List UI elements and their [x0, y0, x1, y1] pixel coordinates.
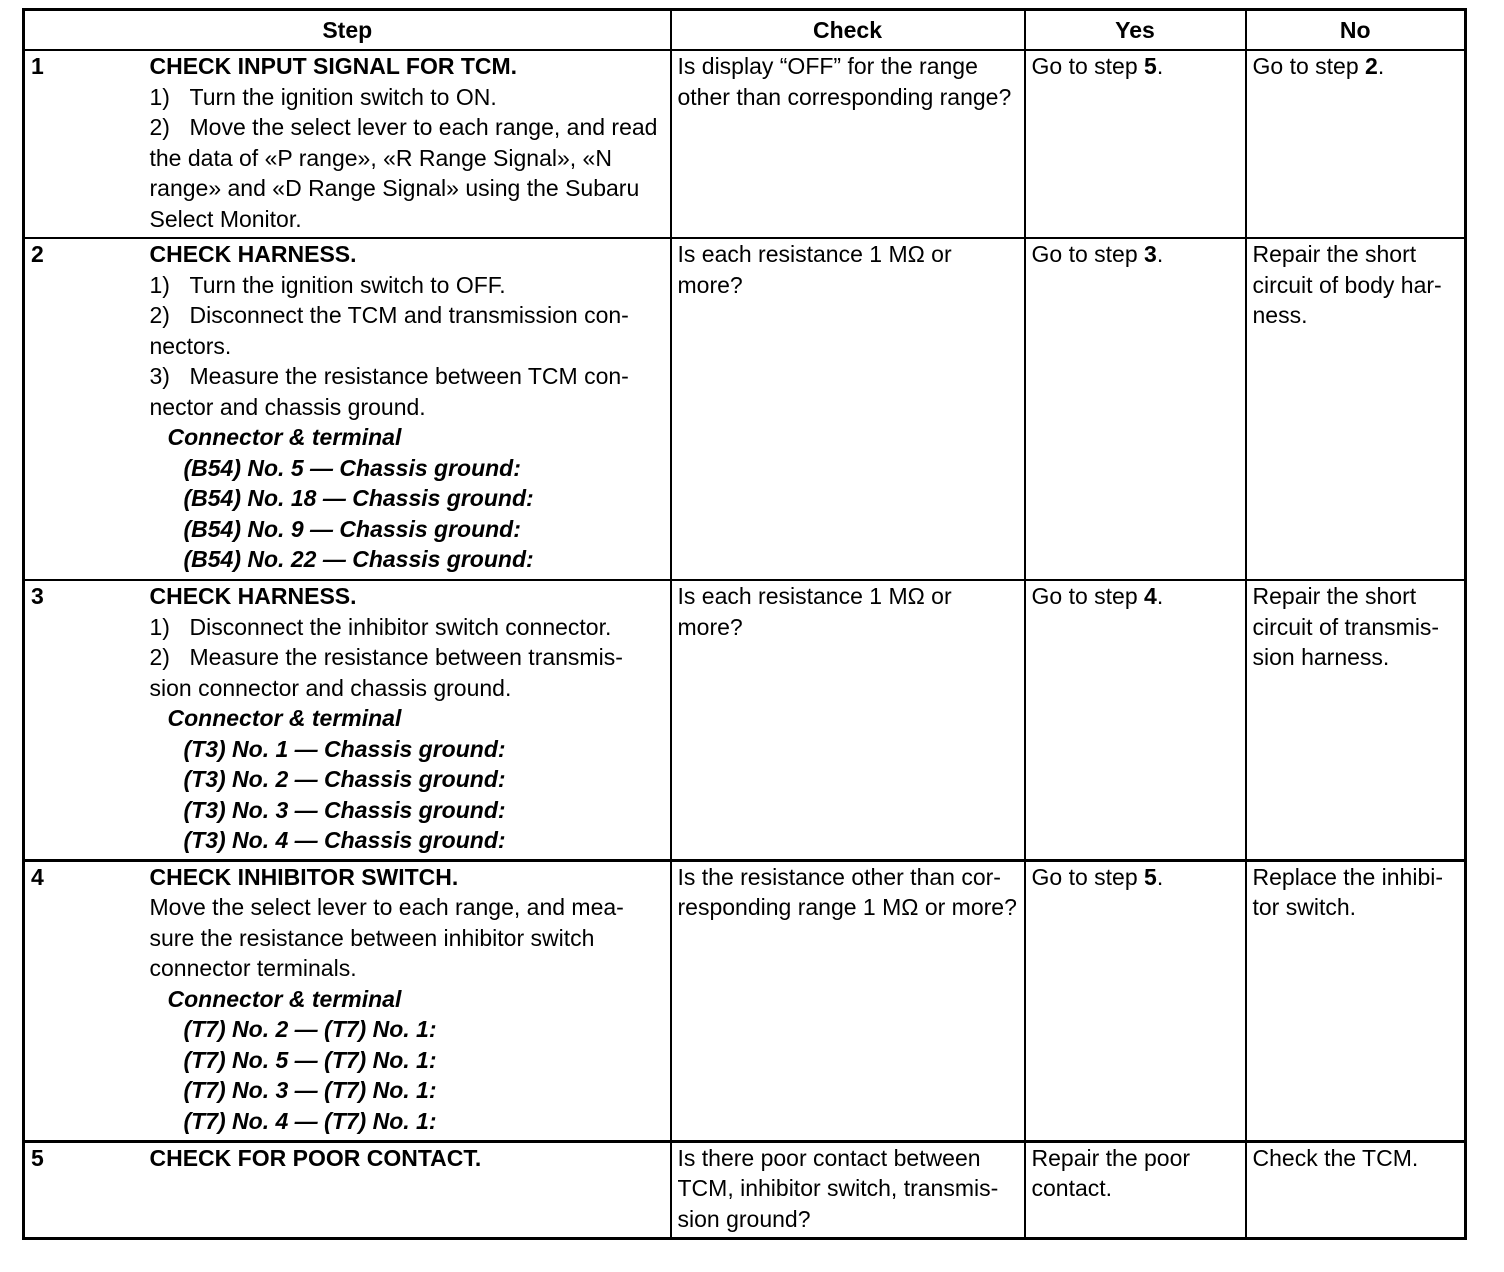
substep — [150, 642, 664, 703]
check-question: Is each resistance 1 MΩ or more? — [671, 238, 1025, 580]
no-text: Go to step — [1252, 53, 1366, 79]
yes-text: Go to step — [1031, 241, 1145, 267]
no-step-ref: 2 — [1365, 53, 1378, 79]
step-description — [144, 580, 671, 860]
connector-terminal-item: (B54) No. 5 — Chassis ground: — [183, 454, 521, 481]
connector-terminal-item: (T3) No. 2 — Chassis ground: — [183, 766, 506, 792]
connector-terminal-item: (T3) No. 3 — Chassis ground: — [183, 796, 506, 823]
yes-step-ref: 3 — [1144, 241, 1157, 267]
no-action — [1246, 580, 1466, 860]
check-question: Is display “OFF” for the range other than corresponding range? — [671, 50, 1025, 238]
header-row — [24, 10, 1466, 51]
table-row — [24, 238, 1466, 580]
substep-text: Measure the resistance between transmis-sion connector and chassis ground. — [149, 644, 623, 701]
yes-suffix: . — [1156, 241, 1164, 267]
header-step: Step — [24, 10, 671, 51]
check-question: Is there poor contact between TCM, inhibitor switch, transmis-sion ground? — [671, 1141, 1025, 1238]
yes-text: Go to step — [1031, 583, 1145, 609]
substep-index: 1) — [149, 271, 170, 298]
step-number: 1 — [24, 50, 144, 238]
check-question: Is the resistance other than cor-responding range 1 MΩ or more? — [671, 860, 1025, 1141]
table-row — [24, 50, 1466, 238]
diagnostic-table — [22, 8, 1467, 1240]
yes-action — [1025, 580, 1246, 860]
step-description — [144, 860, 671, 1141]
substep-text: Turn the ignition switch to ON. — [189, 83, 497, 110]
yes-suffix: . — [1156, 53, 1164, 79]
no-suffix: . — [1377, 53, 1385, 79]
yes-step-ref: 4 — [1144, 583, 1157, 609]
substep-text: Disconnect the inhibitor switch connector. — [189, 613, 612, 640]
substep-index: 2) — [149, 302, 170, 328]
connector-terminal-item: (T7) No. 3 — (T7) No. 1: — [183, 1077, 437, 1103]
yes-text: Go to step — [1031, 863, 1145, 890]
step-title: CHECK FOR POOR CONTACT. — [149, 1144, 482, 1171]
yes-text: Go to step — [1031, 53, 1145, 79]
no-action — [1246, 1141, 1466, 1238]
step-title: CHECK HARNESS. — [149, 241, 357, 267]
connector-terminal-item: (B54) No. 9 — Chassis ground: — [183, 515, 521, 542]
step-intro: Move the select lever to each range, and mea-sure the resistance between inhibitor switch connector terminals. — [149, 894, 624, 981]
step-number: 3 — [24, 580, 144, 860]
step-description — [144, 50, 671, 238]
yes-suffix: . — [1156, 863, 1164, 890]
yes-text: Repair the poor contact. — [1031, 1144, 1191, 1201]
yes-action — [1025, 50, 1246, 238]
table-row — [24, 1141, 1466, 1238]
check-question: Is each resistance 1 MΩ or more? — [671, 580, 1025, 860]
step-number: 2 — [24, 238, 144, 580]
step-number: 4 — [24, 860, 144, 1141]
yes-suffix: . — [1156, 583, 1164, 609]
step-number: 5 — [24, 1141, 144, 1238]
substep-text: Move the select lever to each range, and read the data of «P range», «R Range Signal», «N range» and «D Range Signal» using the Subaru Select Monitor. — [149, 114, 658, 232]
connector-terminal-item: (B54) No. 18 — Chassis ground: — [183, 485, 534, 511]
connector-terminal-item: (B54) No. 22 — Chassis ground: — [183, 546, 534, 572]
yes-action — [1025, 238, 1246, 580]
connector-terminal-label: Connector & terminal — [167, 985, 402, 1012]
substep — [150, 112, 664, 234]
substep-index: 1) — [149, 613, 170, 640]
yes-action — [1025, 860, 1246, 1141]
substep — [150, 612, 664, 643]
step-description — [144, 238, 671, 580]
header-yes: Yes — [1025, 10, 1246, 51]
substep — [150, 361, 664, 422]
substep — [150, 270, 664, 301]
substep-index: 2) — [149, 114, 170, 140]
table-row — [24, 860, 1466, 1141]
substep-index: 2) — [149, 644, 170, 670]
table-body — [24, 50, 1466, 1238]
connector-terminal-label: Connector & terminal — [167, 705, 402, 731]
yes-action — [1025, 1141, 1246, 1238]
substep — [150, 300, 664, 361]
substep-text: Turn the ignition switch to OFF. — [189, 271, 506, 298]
connector-terminal-item: (T7) No. 4 — (T7) No. 1: — [183, 1107, 437, 1134]
no-action — [1246, 238, 1466, 580]
header-check: Check — [671, 10, 1025, 51]
connector-terminal-item: (T7) No. 5 — (T7) No. 1: — [183, 1046, 437, 1073]
yes-step-ref: 5 — [1144, 53, 1157, 79]
substep — [150, 82, 664, 113]
connector-terminal-item: (T7) No. 2 — (T7) No. 1: — [183, 1016, 437, 1042]
step-title: CHECK HARNESS. — [149, 583, 357, 609]
substep-index: 1) — [149, 83, 170, 110]
no-text: Repair the short circuit of body har-ness. — [1252, 241, 1442, 328]
no-action — [1246, 860, 1466, 1141]
no-text: Repair the short circuit of transmis-sion harness. — [1252, 583, 1440, 670]
no-text: Replace the inhibi-tor switch. — [1252, 863, 1444, 920]
header-no: No — [1246, 10, 1466, 51]
table-row — [24, 580, 1466, 860]
substep-text: Measure the resistance between TCM con-nector and chassis ground. — [149, 363, 629, 420]
connector-terminal-item: (T3) No. 4 — Chassis ground: — [183, 827, 506, 853]
connector-terminal-label: Connector & terminal — [167, 424, 402, 450]
substep-text: Disconnect the TCM and transmission con-nectors. — [149, 302, 629, 359]
yes-step-ref: 5 — [1144, 863, 1157, 890]
no-text: Check the TCM. — [1252, 1144, 1419, 1171]
step-description — [144, 1141, 671, 1238]
connector-terminal-item: (T3) No. 1 — Chassis ground: — [183, 735, 506, 762]
step-title: CHECK INPUT SIGNAL FOR TCM. — [149, 53, 518, 79]
step-title: CHECK INHIBITOR SWITCH. — [149, 863, 459, 890]
no-action — [1246, 50, 1466, 238]
substep-index: 3) — [149, 363, 170, 389]
